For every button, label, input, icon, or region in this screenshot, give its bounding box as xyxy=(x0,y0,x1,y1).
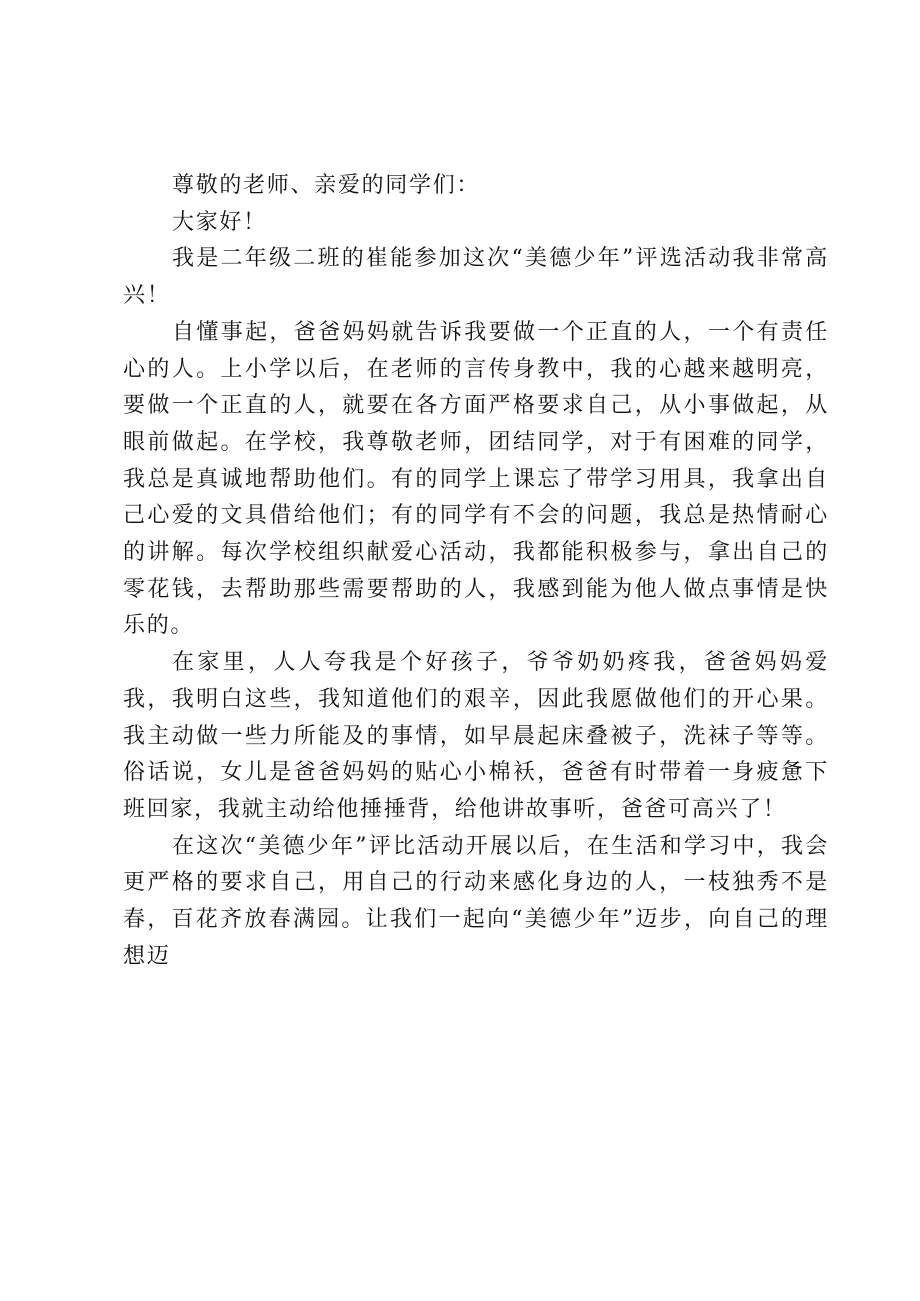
speech-document xyxy=(123,168,829,975)
paragraph-intro: 我是二年级二班的崔能参加这次“美德少年”评选活动我非常高兴！ xyxy=(123,246,829,309)
paragraph-home: 在家里，人人夸我是个好孩子，爷爷奶奶疼我，爸爸妈妈爱我，我明白这些，我知道他们的艰辛，因此我愿做他们的开心果。我主动做一些力所能及的事情，如早晨起床叠被子，洗袜子等等。俗话说，女儿是爸爸妈妈的贴心小棉袄，爸爸有时带着一身疲惫下班回家，我就主动给他捶捶背，给他讲故事听，爸爸可高兴了！ xyxy=(123,650,829,822)
greeting: 大家好！ xyxy=(172,209,267,235)
paragraph-school: 自懂事起，爸爸妈妈就告诉我要做一个正直的人，一个有责任心的人。上小学以后，在老师的言传身教中，我的心越来越明亮，要做一个正直的人，就要在各方面严格要求自己，从小事做起，从眼前做起。在学校，我尊敬老师，团结同学，对于有困难的同学，我总是真诚地帮助他们。有的同学上课忘了带学习用具，我拿出自己心爱的文具借给他们；有的同学有不会的问题，我总是热情耐心的讲解。每次学校组织献爱心活动，我都能积极参与，拿出自己的零花钱，去帮助那些需要帮助的人，我感到能为他人做点事情是快乐的。 xyxy=(123,319,829,639)
salutation: 尊敬的老师、亲爱的同学们： xyxy=(172,173,481,198)
paragraph-commitment: 在这次“美德少年”评比活动开展以后，在生活和学习中，我会更严格的要求自己，用自己的行动来感化身边的人，一枝独秀不是春，百花齐放春满园。让我们一起向“美德少年”迈步，向自己的理想迈 xyxy=(123,833,829,969)
